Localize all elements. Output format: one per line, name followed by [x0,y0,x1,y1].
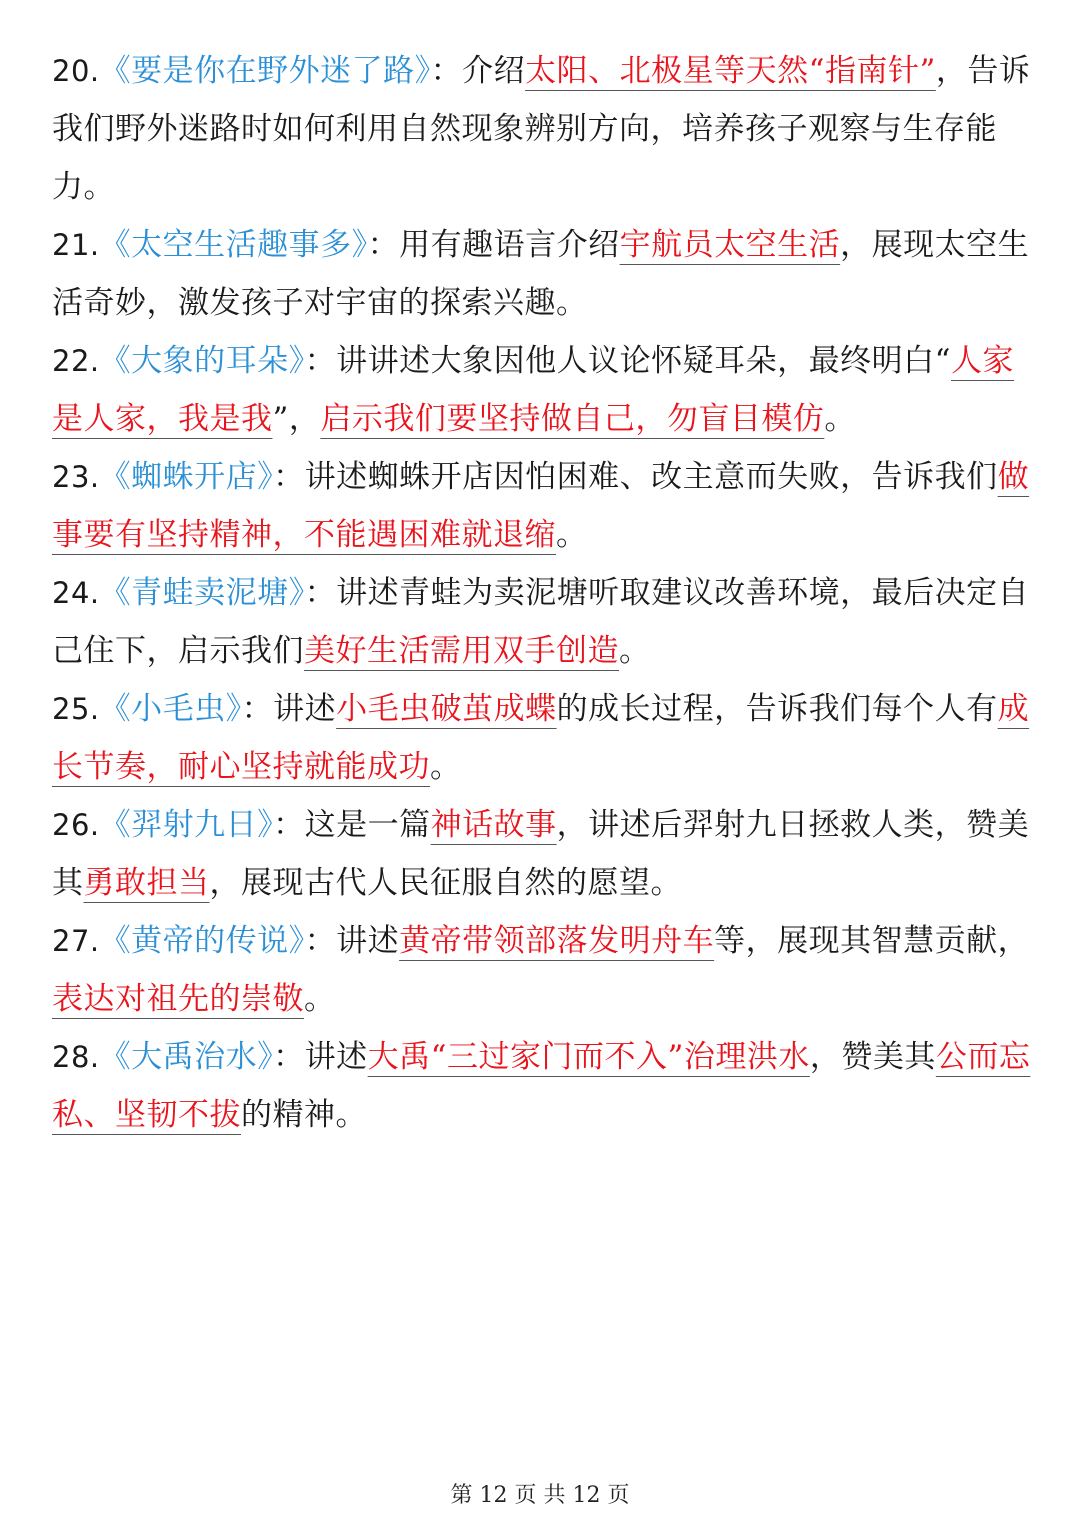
entry-text: 。 [430,749,462,785]
entry-text: 的成长过程，告诉我们每个人有 [556,691,998,727]
entry-text: ：讲讲述大象因他人议论怀疑耳朵，最终明白“ [304,343,951,379]
lesson-entry [52,912,1042,1028]
entry-text: ：讲述蜘蛛开店因怕困难、改主意而失败，告诉我们 [273,459,998,495]
key-point-highlight: 公而忘私、坚韧不拔 [52,1039,1031,1133]
entry-text: 。 [556,517,588,553]
entry-text: ：讲述青蛙为卖泥塘听取建议改善环境，最后决定自己住下，启示我们 [52,575,1030,669]
key-point-highlight: 人家是人家，我是我 [52,343,1014,437]
entry-title: 《大禹治水》 [99,1039,274,1075]
key-point-highlight: 神话故事 [430,807,557,843]
key-point-highlight: 小毛虫破茧成蝶 [336,691,557,727]
entry-title: 《要是你在野外迷了路》 [99,53,431,89]
entry-title: 《小毛虫》 [99,691,242,727]
key-point-highlight: 表达对祖先的崇敬 [52,981,304,1017]
lesson-entry [52,332,1042,448]
key-point-highlight: 黄帝带领部落发明舟车 [399,923,715,959]
entry-title: 《羿射九日》 [99,807,274,843]
entry-text: ，展现太空生活奇妙，激发孩子对宇宙的探索兴趣。 [52,227,1030,321]
entry-text: ：这是一篇 [273,807,431,843]
entry-text: 。 [824,401,856,437]
entry-number: 23. [52,460,100,494]
entry-text: ，告诉我们野外迷路时如何利用自然现象辨别方向，培养孩子观察与生存能力。 [52,53,1031,205]
entry-text: 的精神。 [241,1097,367,1133]
entry-text: ，展现古代人民征服自然的愿望。 [209,865,682,901]
entry-title: 《蜘蛛开店》 [99,459,274,495]
entry-text: ：用有趣语言介绍 [367,227,620,263]
entry-text: 等，展现其智慧贡献， [714,923,1030,959]
entry-number: 24. [52,576,100,610]
entry-text: ：讲述 [273,1039,368,1075]
entry-number: 26. [52,808,100,842]
entry-title: 《青蛙卖泥塘》 [99,575,305,611]
lesson-entry [52,564,1042,680]
page-footer: 第 12 页 共 12 页 [450,1483,630,1508]
lesson-entry [52,680,1042,796]
entry-text: ：介绍 [430,53,526,89]
key-point-highlight: 成长节奏，耐心坚持就能成功 [52,691,1030,785]
entry-number: 25. [52,692,100,726]
entry-text: 。 [304,981,336,1017]
entry-title: 《大象的耳朵》 [99,343,305,379]
entry-number: 22. [52,344,100,378]
entry-number: 27. [52,924,100,958]
key-point-highlight: 宇航员太空生活 [619,227,841,263]
entry-text: ，赞美其 [809,1039,936,1075]
entry-text: ：讲述 [304,923,400,959]
lesson-entry [52,1028,1042,1144]
entry-text: 。 [619,633,651,669]
entry-title: 《黄帝的传说》 [99,923,305,959]
entry-text: ”， [272,401,321,437]
key-point-highlight: 勇敢担当 [83,865,210,901]
lesson-entry [52,42,1042,216]
entry-number: 20. [52,54,100,88]
key-point-highlight: 启示我们要坚持做自己，勿盲目模仿 [320,401,825,437]
key-point-highlight: 大禹“三过家门而不入”治理洪水 [367,1039,810,1075]
entry-number: 21. [52,228,100,262]
entry-title: 《太空生活趣事多》 [99,227,368,263]
lesson-entry [52,796,1042,912]
entry-number: 28. [52,1040,100,1074]
key-point-highlight: 做事要有坚持精神，不能遇困难就退缩 [52,459,1030,553]
entry-text: ，讲述后羿射九日拯救人类，赞美其 [52,807,1030,901]
lesson-entry [52,216,1042,332]
entry-text: ：讲述 [241,691,337,727]
entry-list [52,42,1042,1144]
key-point-highlight: 太阳、北极星等天然“指南针” [525,53,936,89]
lesson-entry [52,448,1042,564]
key-point-highlight: 美好生活需用双手创造 [304,633,619,669]
